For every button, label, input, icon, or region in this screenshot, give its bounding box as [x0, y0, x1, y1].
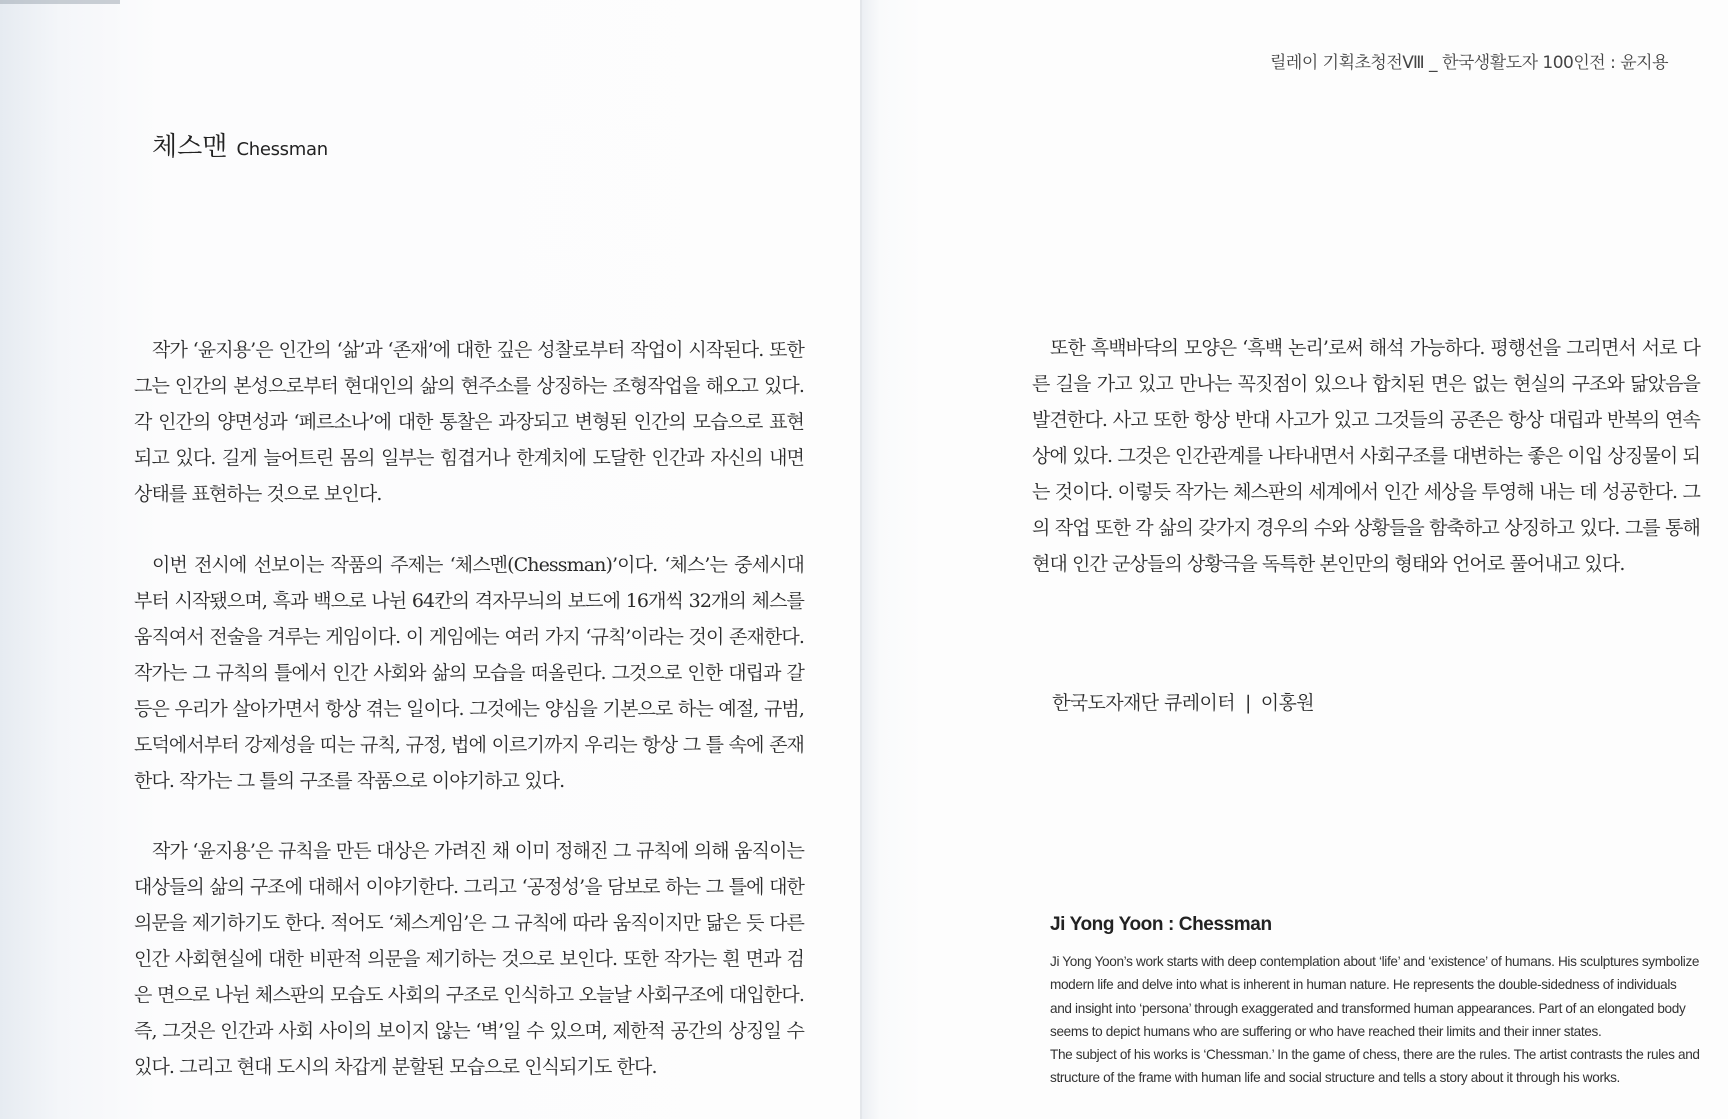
book-gutter [860, 0, 862, 1119]
english-paragraph-2: The subject of his works is ‘Chessman.’ In the game of chess, there are the rules. The artist contrasts the rules and structure of the frame with human life and social structure and tells a story about it through his works. [1050, 1047, 1700, 1086]
left-paragraph-3: 작가 ‘윤지용’은 규칙을 만든 대상은 가려진 채 이미 정해진 그 규칙에 의해 움직이는 대상들의 삶의 구조에 대해서 이야기한다. 그리고 ‘공정성’을 담보로 하는 그 틀에 대한 의문을 제기하기도 한다. 적어도 ‘체스게임’은 그 규칙에 따라 움직이지만 닮은 듯 다른 인간 사회현실에 대한 비판적 의문을 제기하는 것으로 보인다. 또한 작가는 흰 면과 검은 면으로 나뉜 체스판의 모습도 사회의 구조로 인식하고 오늘날 사회구조에 대입한다. 즉, 그것은 인간과 사회 사이의 보이지 않는 ‘벽’일 수 있으며, 제한적 공간의 상징일 수 있다. 그리고 현대 도시의 차갑게 분할된 모습으로 인식되기도 한다. [134, 840, 804, 1078]
article-title-english: Chessman [236, 139, 328, 160]
curator-name: 이홍원 [1260, 692, 1315, 714]
left-paragraph-1: 작가 ‘윤지용’은 인간의 ‘삶’과 ‘존재’에 대한 깊은 성찰로부터 작업이 시작된다. 또한 그는 인간의 본성으로부터 현대인의 삶의 현주소를 상징하는 조형작업을 해오고 있다. 각 인간의 양면성과 ‘페르소나’에 대한 통찰은 과장되고 변형된 인간의 모습으로 표현되고 있다. 길게 늘어트린 몸의 일부는 힘겹거나 한계치에 도달한 인간과 자신의 내면상태를 표현하는 것으로 보인다. [134, 339, 804, 505]
left-paragraph-2: 이번 전시에 선보이는 작품의 주제는 ‘체스멘(Chessman)’이다. ‘체스’는 중세시대부터 시작됐으며, 흑과 백으로 나뉜 64칸의 격자무늬의 보드에 16개씩 32개의 체스를 움직여서 전술을 겨루는 게임이다. 이 게임에는 여러 가지 ‘규칙’이라는 것이 존재한다. 작가는 그 규칙의 틀에서 인간 사회와 삶의 모습을 떠올린다. 그것으로 인한 대립과 갈등은 우리가 살아가면서 항상 겪는 일이다. 그것에는 양심을 기본으로 하는 예절, 규범, 도덕에서부터 강제성을 띠는 규칙, 규정, 법에 이르기까지 우리는 항상 그 틀 속에 존재한다. 작가는 그 틀의 구조를 작품으로 이야기하고 있다. [134, 554, 804, 792]
right-paragraph: 또한 흑백바닥의 모양은 ‘흑백 논리’로써 해석 가능하다. 평행선을 그리면서 서로 다른 길을 가고 있고 만나는 꼭짓점이 있으나 합치된 면은 없는 현실의 구조와 닮았음을 발견한다. 사고 또한 항상 반대 사고가 있고 그것들의 공존은 항상 대립과 반복의 연속상에 있다. 그것은 인간관계를 나타내면서 사회구조를 대변하는 좋은 이입 상징물이 되는 것이다. 이렇듯 작가는 체스판의 세계에서 인간 세상을 투영해 내는 데 성공한다. 그의 작업 또한 각 삶의 갖가지 경우의 수와 상황들을 함축하고 상징하고 있다. 그를 통해 현대 인간 군상들의 상황극을 독특한 본인만의 형태와 언어로 풀어내고 있다. [1032, 337, 1700, 575]
curator-separator: | [1244, 692, 1251, 714]
series-header: 릴레이 기획초청전Ⅷ _ 한국생활도자 100인전 : 윤지용 [1269, 53, 1668, 73]
scan-edge-shadow [0, 0, 120, 4]
article-title-korean: 체스맨 [152, 132, 228, 162]
curator-organization: 한국도자재단 큐레이터 [1052, 692, 1235, 714]
article-title [152, 126, 328, 163]
english-paragraph-1: Ji Yong Yoon’s work starts with deep contemplation about ‘life’ and ‘existence’ of humans. His sculptures symbolize modern life and delve into what is inherent in human nature. He represents the double-sidedness of individuals and insight into ‘persona’ through exaggerated and transformed human appearances. Part of an elongated body seems to depict humans who are suffering or who have reached their limits and their inner states. [1050, 954, 1700, 1039]
curator-credit [1052, 688, 1314, 715]
english-title: Ji Yong Yoon : Chessman [1050, 914, 1272, 935]
english-summary [1050, 950, 1700, 1090]
